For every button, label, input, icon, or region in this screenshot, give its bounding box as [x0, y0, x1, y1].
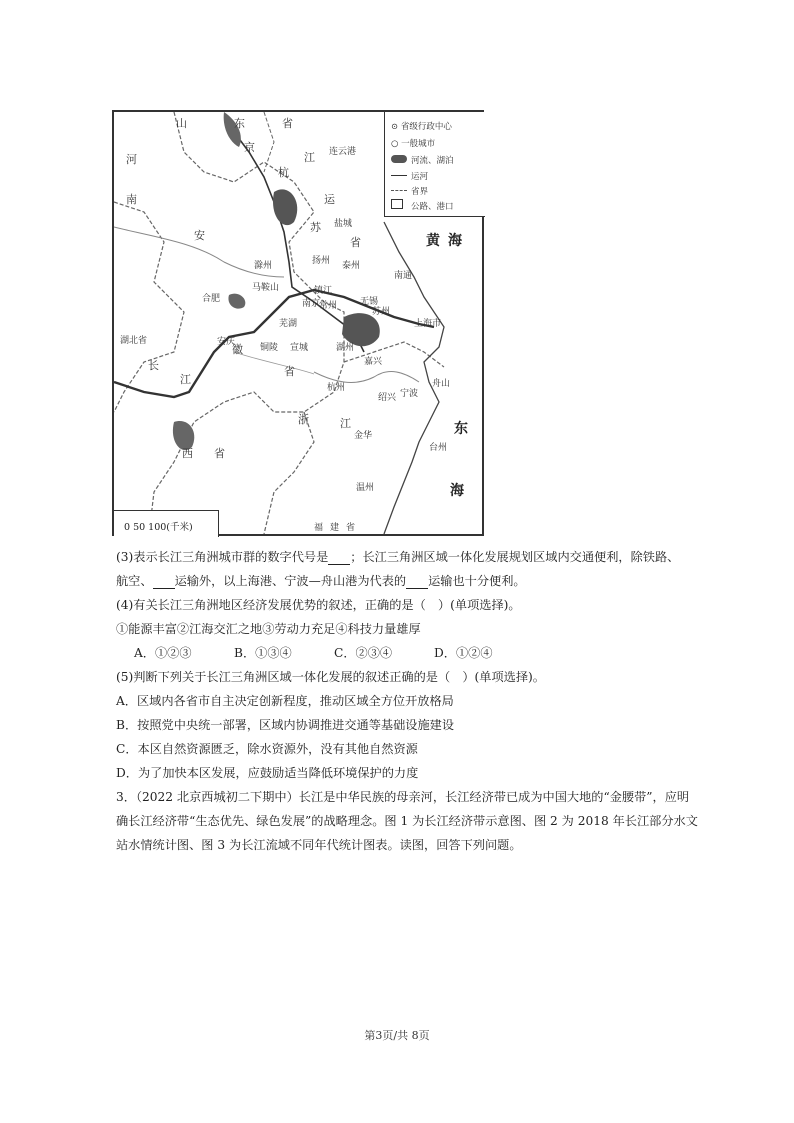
region-label: 江 — [340, 417, 351, 430]
sea-label: 东 — [454, 421, 468, 437]
sea-label: 海 — [448, 233, 462, 249]
city-label: 上海市 — [414, 319, 442, 329]
region-label: 长 — [148, 359, 159, 372]
region-label: 湖北省 — [120, 336, 148, 346]
city-label: 安庆 — [217, 337, 236, 347]
region-label: 徽 — [232, 343, 243, 356]
question-3-intro-line: 站水情统计图、图 3 为长江流域不同年代统计图表。读图，回答下列问题。 — [116, 838, 522, 852]
road-line — [234, 352, 314, 374]
city-label: 铜陵 — [260, 343, 279, 353]
city-label: 南京 — [302, 299, 321, 309]
city-label: 宣城 — [290, 343, 309, 353]
region-label: 京 — [244, 141, 255, 154]
answer-blank[interactable] — [406, 576, 428, 589]
city-label: 嘉兴 — [364, 357, 383, 367]
legend-item: 河流、湖泊 — [411, 156, 454, 166]
city-label: 镇江 — [314, 286, 333, 296]
q3-text: 运输也十分便利。 — [428, 574, 526, 588]
question-4-options — [134, 645, 493, 661]
lake-swatch-icon — [391, 155, 407, 163]
qiantang-river — [314, 372, 419, 383]
region-label: 安 — [194, 229, 205, 242]
map-scale — [114, 510, 219, 537]
city-label: 绍兴 — [378, 393, 397, 403]
city-label: 常州 — [319, 301, 338, 311]
region-label: 省 — [284, 365, 295, 378]
city-label: 湖州 — [336, 343, 355, 353]
sea-label: 海 — [450, 483, 464, 499]
province-border-zhejiang-jiangxi — [264, 412, 314, 534]
canal-line-icon — [391, 175, 407, 176]
province-border-west — [114, 202, 184, 412]
city-label: 温州 — [356, 483, 375, 493]
taihu-lake — [342, 313, 380, 346]
coastline — [384, 222, 444, 534]
region-label: 南 — [126, 193, 137, 206]
region-label: 省 — [350, 236, 361, 249]
answer-blank[interactable] — [153, 576, 175, 589]
city-label: 滁州 — [254, 261, 273, 271]
region-label: 江 — [180, 373, 191, 386]
region-label: 运 — [324, 193, 335, 206]
city-label: 连云港 — [329, 147, 357, 157]
question-5-option-a[interactable]: A．区域内各省市自主决定创新程度，推动区域全方位开放格局 — [116, 694, 454, 708]
city-label: 舟山 — [432, 379, 451, 389]
map-legend — [384, 112, 485, 217]
city-label: 盐城 — [334, 219, 353, 229]
hongze-lake — [273, 189, 297, 225]
question-3-intro-line: 确长江经济带“生态优先、绿色发展”的战略理念。图 1 为长江经济带示意图、图 2 为 2018 年长江部分水文 — [116, 814, 698, 828]
scale-label: 0 50 100(千米) — [124, 522, 193, 533]
city-label: 泰州 — [342, 261, 361, 271]
city-label: 马鞍山 — [252, 283, 280, 293]
city-label: 无锡 — [360, 297, 379, 307]
option-a[interactable]: A．①②③ — [134, 646, 192, 660]
legend-item: ○ 一般城市 — [391, 139, 436, 149]
city-label: 苏州 — [372, 307, 391, 317]
region-label: 浙 — [298, 413, 309, 426]
city-label: 台州 — [429, 443, 448, 453]
poyang-lake — [173, 421, 194, 450]
region-label: 江 — [304, 151, 315, 164]
city-label: 南通 — [394, 271, 413, 281]
province-border-anhui — [149, 112, 344, 534]
sea-label: 黄 — [426, 233, 440, 249]
legend-item: 运河 — [411, 172, 429, 182]
region-label: 东 — [234, 117, 245, 130]
city-label: 杭州 — [327, 383, 346, 393]
legend-item: 公路、港口 — [411, 202, 454, 212]
region-label: 山 — [176, 117, 187, 130]
option-d[interactable]: D．①②④ — [434, 646, 493, 660]
city-label: 合肥 — [202, 294, 221, 304]
q3-text: 运输外，以上海港、宁波—舟山港为代表的 — [174, 574, 407, 588]
answer-blank[interactable] — [328, 552, 350, 565]
yangtze-delta-map — [112, 110, 484, 536]
region-label: 杭 — [278, 166, 289, 179]
legend-item: 省界 — [411, 187, 429, 197]
page-footer: 第3页/共 8页 — [364, 1029, 430, 1042]
chaohu-lake — [228, 294, 245, 309]
question-3-intro-line: 3．（2022 北京西城初二下期中）长江是中华民族的母亲河，长江经济带已成为中国大地的“金腰带”，应明 — [116, 790, 690, 804]
question-5-option-b[interactable]: B．按照党中央统一部署，区域内协调推进交通等基础设施建设 — [116, 718, 455, 732]
region-label: 省 — [214, 447, 225, 460]
region-label: 河 — [126, 153, 137, 166]
question-5-stem: (5)判断下列关于长江三角洲区域一体化发展的叙述正确的是（ ）(单项选择)。 — [116, 670, 545, 684]
region-label: 西 — [182, 447, 193, 460]
option-c[interactable]: C．②③④ — [334, 646, 393, 660]
q3-text: (3)表示长江三角洲城市群的数字代号是 — [116, 550, 329, 564]
city-label: 金华 — [354, 431, 373, 441]
legend-item: ⊙ 省级行政中心 — [391, 122, 452, 132]
region-label: 建 — [330, 523, 340, 533]
question-5-option-d[interactable]: D．为了加快本区发展，应鼓励适当降低环境保护的力度 — [116, 766, 419, 780]
question-3 — [116, 549, 679, 565]
region-label: 省 — [282, 117, 293, 130]
option-b[interactable]: B．①③④ — [234, 646, 292, 660]
q3-text: ；长江三角洲区域一体化发展规划区域内交通便利，除铁路、 — [350, 550, 680, 564]
region-label: 福 — [314, 523, 324, 533]
region-label: 省 — [346, 523, 356, 533]
q3-text: 航空、 — [116, 574, 153, 588]
border-line-icon — [391, 190, 407, 191]
question-4-items: ①能源丰富②江海交汇之地③劳动力充足④科技力量雄厚 — [116, 622, 421, 636]
city-label: 扬州 — [312, 256, 331, 266]
city-label: 芜湖 — [279, 319, 298, 329]
question-3-cont — [116, 573, 526, 589]
port-icon — [391, 199, 403, 209]
city-label: 宁波 — [400, 389, 419, 399]
question-5-option-c[interactable]: C．本区自然资源匮乏，除水资源外，没有其他自然资源 — [116, 742, 418, 756]
region-label: 苏 — [310, 221, 321, 234]
question-4-stem: (4)有关长江三角洲地区经济发展优势的叙述，正确的是（ ）(单项选择)。 — [116, 598, 521, 612]
